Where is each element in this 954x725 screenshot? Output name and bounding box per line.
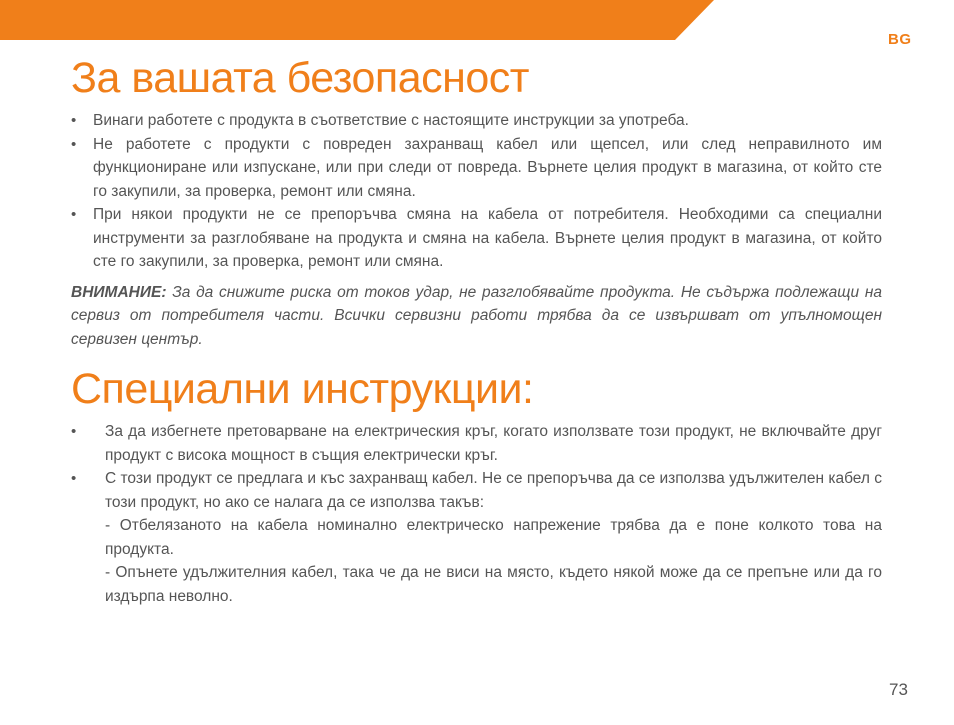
warning-label: ВНИМАНИЕ: (71, 283, 167, 301)
list-item (71, 420, 882, 467)
list-item-text: Винаги работете с продукта в съответствие с настоящите инструкции за употреба. (93, 112, 689, 129)
bullet-icon: • (71, 423, 77, 440)
bullet-icon: • (71, 112, 77, 129)
language-code: BG (888, 31, 912, 48)
header-banner (0, 0, 954, 40)
list-item (71, 109, 882, 133)
sub-item: - Опънете удължителния кабел, така че да не виси на място, където някой може да се препъне или да го издърпа неволно. (105, 564, 882, 605)
page-content (71, 52, 882, 608)
list-item (71, 133, 882, 204)
page-number: 73 (889, 680, 908, 699)
safety-list (71, 109, 882, 274)
list-item-text: С този продукт се предлага и къс захранващ кабел. Не се препоръчва да се използва удължителен кабел с този продукт, но ако се налага да се използва такъв: (105, 470, 882, 511)
bullet-icon: • (71, 206, 77, 223)
list-item-text: При някои продукти не се препоръчва смяна на кабела от потребителя. Необходими са специални инструменти за разглобяване на продукта и смяна на кабела. Върнете целия продукт в магазина, от който сте го закупили, за проверка, ремонт или смяна. (93, 206, 882, 270)
special-instructions-heading: Специални инструкции: (71, 365, 534, 413)
safety-heading: За вашата безопасност (71, 54, 529, 102)
bullet-icon: • (71, 135, 77, 153)
list-item-text: Не работете с продукти с повреден захранващ кабел или щепсел, или след неправилното им функциониране или изпускане, или при следи от повреда. Върнете целия продукт в магазина, от който сте го закупили, за проверка, ремонт или смяна. (93, 135, 882, 200)
warning-text: За да снижите риска от токов удар, не разглобявайте продукта. Не съдържа подлежащи на сервиз от потребителя части. Всички сервизни работи трябва да се извършват от упълномощен сервизен център. (71, 283, 882, 348)
list-item-text: За да избегнете претоварване на електрическия кръг, когато използвате този продукт, не включвайте друг продукт с висока мощност в същия електрически кръг. (105, 423, 882, 464)
list-item (71, 467, 882, 608)
bullet-icon: • (71, 470, 77, 487)
list-item (71, 203, 882, 274)
warning-paragraph (71, 281, 882, 352)
special-instructions-list (71, 420, 882, 608)
sub-item: - Отбелязаното на кабела номинално електрическо напрежение трябва да е поне колкото това на продукта. (105, 517, 882, 558)
